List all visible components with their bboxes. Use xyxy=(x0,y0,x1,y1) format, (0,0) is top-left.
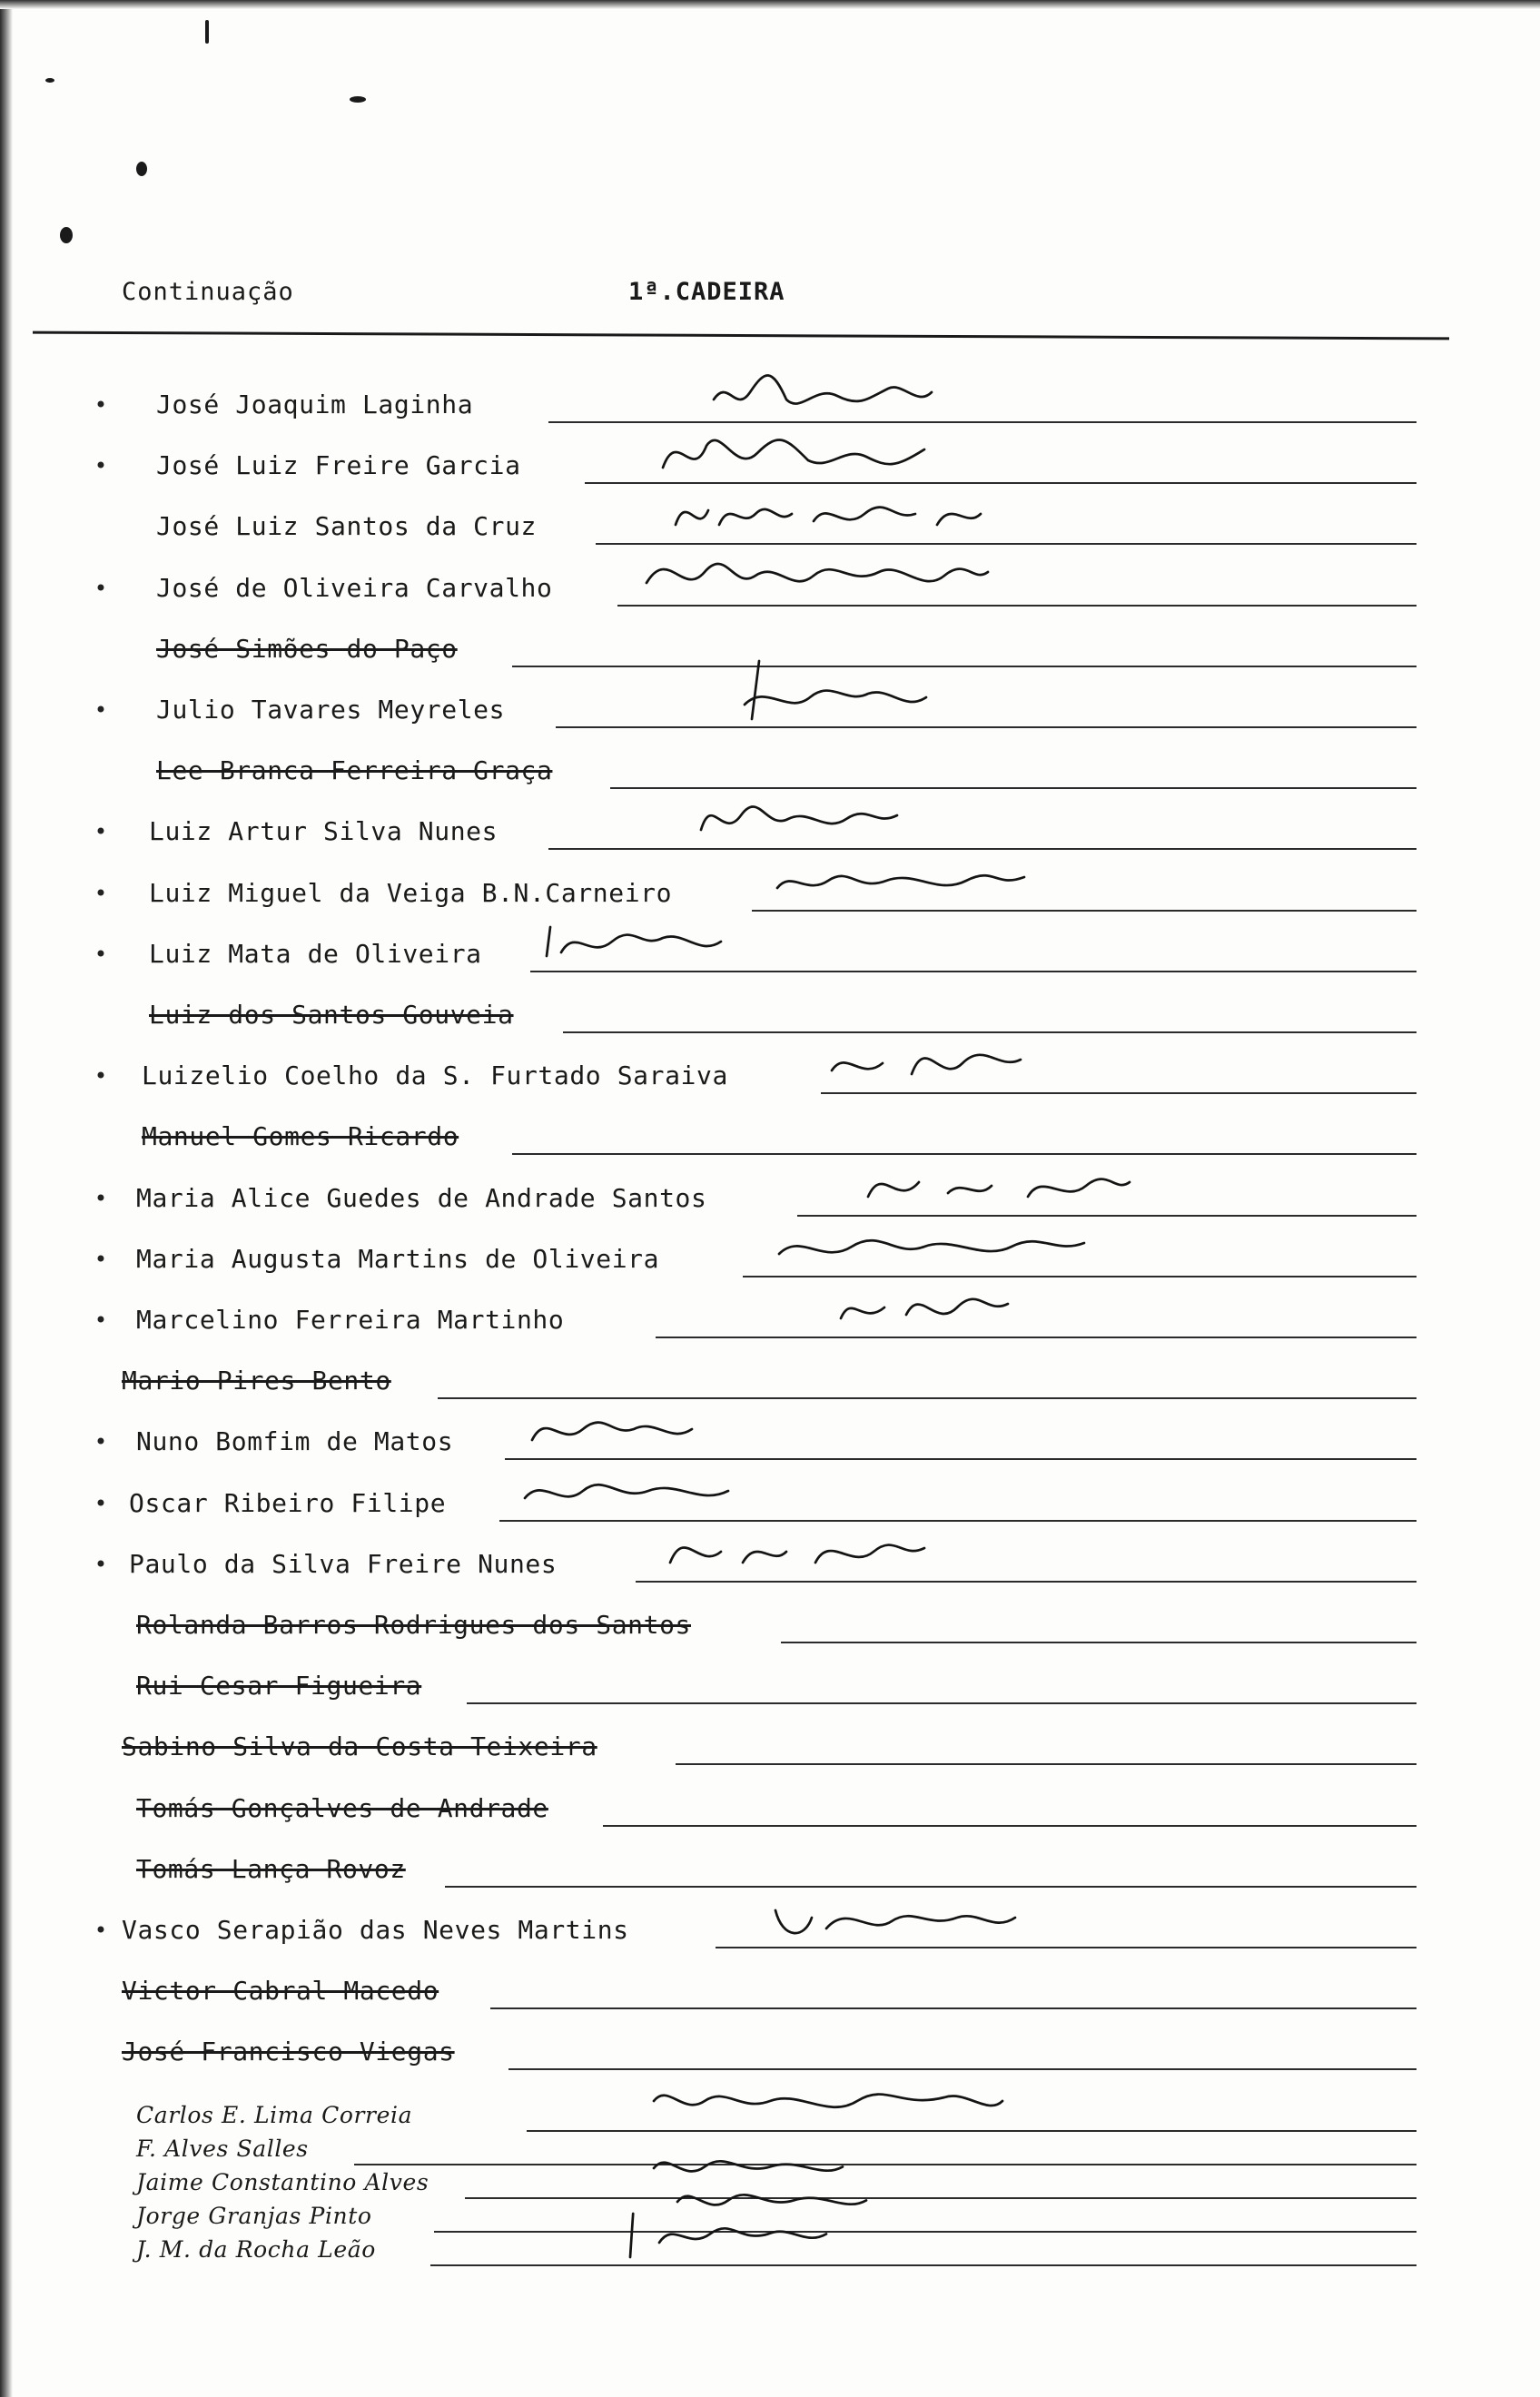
signature-line xyxy=(556,726,1417,728)
name-row xyxy=(0,1400,1540,1460)
signature-stroke xyxy=(779,1240,1084,1254)
name-row xyxy=(0,1767,1540,1827)
signature-stroke xyxy=(670,1544,924,1562)
attendee-name: Jorge Granjas Pinto xyxy=(136,2202,372,2229)
signature-line xyxy=(548,421,1417,423)
signature-stroke xyxy=(525,1485,728,1498)
name-row xyxy=(0,1705,1540,1765)
struck-name: Tomás Lança Rovoz xyxy=(136,1853,406,1884)
name-row xyxy=(0,607,1540,667)
check-mark: • xyxy=(94,1246,108,1272)
handwritten-signature xyxy=(676,485,1184,543)
handwritten-signature xyxy=(647,547,1155,605)
name-row xyxy=(0,485,1540,545)
handwritten-signature xyxy=(841,1278,1349,1337)
handwritten-signature xyxy=(525,1462,1033,1520)
handwritten-signature xyxy=(670,1523,1179,1581)
handwritten-signature xyxy=(832,1034,1340,1092)
name-row xyxy=(0,729,1540,789)
struck-name: José Francisco Viegas xyxy=(122,2037,455,2067)
name-row xyxy=(0,668,1540,728)
attendee-name: Luiz Miguel da Veiga B.N.Carneiro xyxy=(149,877,673,908)
name-row xyxy=(0,1583,1540,1643)
signature-line xyxy=(530,971,1417,972)
check-mark: • xyxy=(94,575,108,601)
handwritten-signature xyxy=(547,912,1055,971)
attendee-name: Jaime Constantino Alves xyxy=(136,2168,429,2195)
struck-name: Lee Branca Ferreira Graça xyxy=(156,755,553,786)
signature-line xyxy=(467,1702,1417,1704)
struck-name: Sabino Silva da Costa Teixeira xyxy=(122,1731,597,1762)
signature-stroke xyxy=(676,508,981,525)
chair-label: 1ª.CADEIRA xyxy=(628,278,785,306)
struck-name: Mario Pires Bento xyxy=(122,1366,391,1396)
check-mark: • xyxy=(94,1185,108,1211)
signature-stroke xyxy=(775,1910,1015,1933)
name-row xyxy=(0,912,1540,972)
attendee-name: Julio Tavares Meyreles xyxy=(156,695,506,725)
signature-line xyxy=(596,543,1417,545)
struck-name: Tomás Gonçalves de Andrade xyxy=(136,1792,548,1823)
attendee-name: Maria Alice Guedes de Andrade Santos xyxy=(136,1182,707,1213)
signature-line xyxy=(781,1642,1417,1643)
name-row xyxy=(0,852,1540,912)
check-mark: • xyxy=(94,880,108,906)
name-row xyxy=(0,2206,1540,2266)
check-mark: • xyxy=(94,1307,108,1333)
attendee-name: José Luiz Freire Garcia xyxy=(156,450,521,481)
attendee-name: José de Oliveira Carvalho xyxy=(156,572,553,603)
signature-stroke xyxy=(630,2214,826,2257)
signature-line xyxy=(508,2068,1417,2070)
attendee-name: José Joaquim Laginha xyxy=(156,390,474,419)
signature-stroke xyxy=(663,440,924,468)
check-mark: • xyxy=(94,941,108,967)
name-row xyxy=(0,1034,1540,1094)
attendee-name: Vasco Serapião das Neves Martins xyxy=(122,1915,629,1945)
signature-line xyxy=(656,1337,1417,1338)
signature-line xyxy=(636,1581,1417,1583)
name-row xyxy=(0,1157,1540,1217)
name-row xyxy=(0,1889,1540,1948)
signature-stroke xyxy=(832,1055,1021,1074)
name-row xyxy=(0,1523,1540,1583)
signature-stroke xyxy=(547,927,721,956)
handwritten-signature xyxy=(775,1889,1284,1947)
check-mark: • xyxy=(94,453,108,479)
signature-line xyxy=(821,1092,1417,1094)
struck-name: Rolanda Barros Rodrigues dos Santos xyxy=(136,1610,692,1640)
name-row xyxy=(0,1949,1540,2009)
signature-line xyxy=(743,1276,1417,1277)
name-row xyxy=(0,2010,1540,2070)
attendee-name: Maria Augusta Martins de Oliveira xyxy=(136,1243,660,1274)
struck-name: Manuel Gomes Ricardo xyxy=(142,1121,459,1152)
check-mark: • xyxy=(94,1918,108,1943)
name-row xyxy=(0,1278,1540,1338)
attendee-name: Nuno Bomfim de Matos xyxy=(136,1426,454,1457)
check-mark: • xyxy=(94,1490,108,1516)
name-row xyxy=(0,1462,1540,1522)
signature-stroke xyxy=(777,875,1024,888)
handwritten-signature xyxy=(701,790,1209,848)
handwritten-signature xyxy=(532,1400,1041,1458)
signature-line xyxy=(512,1153,1417,1155)
signature-line xyxy=(610,787,1417,789)
attendee-name: Luiz Artur Silva Nunes xyxy=(149,816,499,847)
signature-line xyxy=(676,1763,1417,1765)
struck-name: Victor Cabral Macedo xyxy=(122,1976,439,2007)
struck-name: Rui Cesar Figueira xyxy=(136,1671,422,1702)
name-row xyxy=(0,1218,1540,1277)
check-mark: • xyxy=(94,392,108,418)
signature-line xyxy=(490,2007,1417,2009)
check-mark: • xyxy=(94,1429,108,1455)
name-row xyxy=(0,973,1540,1033)
signature-stroke xyxy=(868,1179,1130,1196)
signature-line xyxy=(585,482,1417,484)
name-row xyxy=(0,424,1540,484)
signature-stroke xyxy=(701,807,897,831)
attendee-name: José Luiz Santos da Cruz xyxy=(156,511,537,542)
name-row xyxy=(0,790,1540,850)
check-mark: • xyxy=(94,1551,108,1577)
signature-line xyxy=(505,1458,1417,1460)
signature-line xyxy=(716,1947,1417,1948)
signature-line xyxy=(438,1397,1417,1399)
signature-stroke xyxy=(841,1299,1008,1318)
handwritten-signature xyxy=(630,2206,1139,2264)
signature-stroke xyxy=(677,2195,866,2205)
signature-stroke xyxy=(745,661,926,719)
attendee-name: Paulo da Silva Freire Nunes xyxy=(129,1548,558,1579)
signature-line xyxy=(445,1886,1417,1888)
name-row xyxy=(0,1644,1540,1704)
signature-line xyxy=(512,666,1417,667)
attendee-name: J. M. da Rocha Leão xyxy=(136,2235,376,2263)
handwritten-signature xyxy=(745,668,1253,726)
handwritten-signature xyxy=(714,363,1222,421)
signature-line xyxy=(548,848,1417,850)
signature-stroke xyxy=(532,1423,692,1440)
attendee-name: F. Alves Salles xyxy=(136,2135,309,2162)
struck-name: José Simões do Paço xyxy=(156,633,458,664)
attendee-name: Luiz Mata de Oliveira xyxy=(149,938,482,969)
name-row xyxy=(0,1828,1540,1888)
attendee-name: Marcelino Ferreira Martinho xyxy=(136,1305,565,1335)
signature-stroke xyxy=(714,375,932,403)
signature-stroke xyxy=(647,564,988,583)
handwritten-signature xyxy=(663,424,1171,482)
signature-stroke xyxy=(654,2161,843,2171)
attendee-name: Carlos E. Lima Correia xyxy=(136,2101,413,2128)
name-row xyxy=(0,1095,1540,1155)
handwritten-signature xyxy=(777,852,1286,910)
attendee-name: Luizelio Coelho da S. Furtado Saraiva xyxy=(142,1060,728,1091)
name-row xyxy=(0,363,1540,423)
attendee-name: Oscar Ribeiro Filipe xyxy=(129,1487,447,1518)
check-mark: • xyxy=(94,819,108,845)
check-mark: • xyxy=(94,697,108,723)
signature-line xyxy=(603,1825,1417,1827)
signature-line xyxy=(563,1031,1417,1033)
struck-name: Luiz dos Santos Gouveia xyxy=(149,1000,514,1030)
handwritten-signature xyxy=(779,1218,1288,1276)
handwritten-signature xyxy=(868,1157,1377,1215)
name-row xyxy=(0,1339,1540,1399)
name-row xyxy=(0,547,1540,607)
continuation-label: Continuação xyxy=(122,278,294,306)
check-mark: • xyxy=(94,1063,108,1090)
